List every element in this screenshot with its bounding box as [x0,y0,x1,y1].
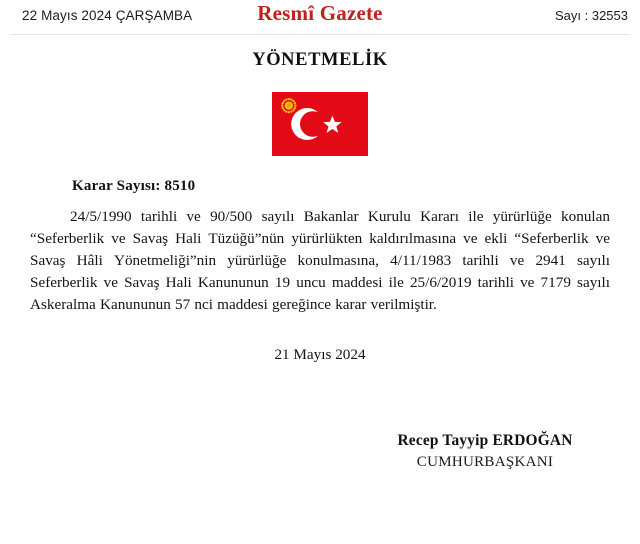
body-line [30,228,610,250]
signatory-name: Recep Tayyip ERDOĞAN [397,432,573,449]
body-word: Hali [165,274,192,291]
body-word: Hâli [76,252,103,269]
body-word: Yönetmeliği”nin [114,252,217,269]
body-word: Hali [175,230,202,247]
body-word: Askeralma [30,296,96,313]
body-word: konulmasına, [297,252,379,269]
body-word: “Seferberlik [514,230,589,247]
body-word: ile [388,274,404,291]
signature-block [0,432,640,471]
sun-ray [288,98,290,100]
publication-date: 22 Mayıs 2024 ÇARŞAMBA [22,7,193,23]
body-word: tarihli [462,252,499,269]
body-word: Kurulu [367,208,411,225]
body-word: ve [520,274,535,291]
decision-body-text [30,206,610,316]
sun-ray [285,98,287,100]
sun-ray [290,110,292,112]
body-word: 7179 [540,274,571,291]
sun-ray [281,104,283,106]
body-word: 24/5/1990 [70,208,132,225]
masthead [0,0,640,30]
body-word: verilmiştir. [370,296,437,313]
body-word: Tüzüğü”nün [208,230,285,247]
issue-number: Sayı : 32553 [555,7,628,23]
signatory-role: CUMHURBAŞKANI [416,454,554,470]
turkish-flag-icon [264,92,376,156]
sun-ray [294,102,296,104]
body-word: 57 [175,296,191,313]
body-word: yürürlükten [291,230,363,247]
crescent-inner [300,111,326,137]
body-word: ile [468,208,484,225]
sun-ray [282,102,284,104]
body-word: 25/6/2019 [409,274,472,291]
gazette-title: Resmî Gazete [257,1,383,25]
body-word: Kanununun [197,274,269,291]
presidential-sun-emblem [281,98,297,114]
body-word: uncu [296,274,326,291]
sun-ray [283,100,285,102]
body-line [30,250,610,272]
document-type-heading: YÖNETMELİK [252,50,388,70]
sun-core [287,104,291,108]
body-word: Seferberlik [30,274,98,291]
body-word: “Seferberlik [30,230,105,247]
sun-ray [294,104,296,106]
body-word: 19 [274,274,291,291]
body-word: Kanununun [99,296,171,313]
body-word: ekli [484,230,508,247]
sun-ray [285,110,287,112]
sun-ray [283,109,285,111]
body-word: 4/11/1983 [390,252,452,269]
emblem-container [0,92,640,156]
body-word: maddesi [217,296,268,313]
body-word: Savaş [30,252,66,269]
body-word: tarihli [140,208,178,225]
body-line [30,272,610,294]
body-word: yürürlüğe [492,208,552,225]
decision-number-label: Karar Sayısı: 8510 [72,178,196,194]
body-word: kaldırılmasına [369,230,457,247]
body-word: tarihli [477,274,514,291]
sun-ray [288,111,290,113]
body-word: ve [509,252,525,269]
body-word: sayılı [577,274,610,291]
body-line [30,206,610,228]
body-word: ve [186,208,201,225]
body-line [30,294,610,316]
sun-ray [292,100,294,102]
masthead-divider [10,34,630,35]
sun-ray [282,107,284,109]
body-word: sayılı [577,252,610,269]
body-word: gereğince [271,296,332,313]
body-word: ve [463,230,478,247]
body-word: 2941 [535,252,566,269]
body-word: yürürlüğe [227,252,287,269]
sun-ray [294,107,296,109]
body-word: Bakanlar [303,208,359,225]
body-word: ve [111,230,126,247]
sun-ray [290,98,292,100]
body-word: sayılı [261,208,295,225]
body-word: nci [194,296,213,313]
body-word: ve [595,230,610,247]
body-word: Kararı [420,208,459,225]
body-word: karar [335,296,367,313]
signature-date: 21 Mayıs 2024 [274,346,366,363]
body-word: konulan [561,208,610,225]
body-word: Savaş [124,274,160,291]
body-word: 90/500 [210,208,253,225]
body-word: maddesi [331,274,383,291]
body-word: ve [103,274,118,291]
body-word: Savaş [132,230,169,247]
sun-ray [292,109,294,111]
